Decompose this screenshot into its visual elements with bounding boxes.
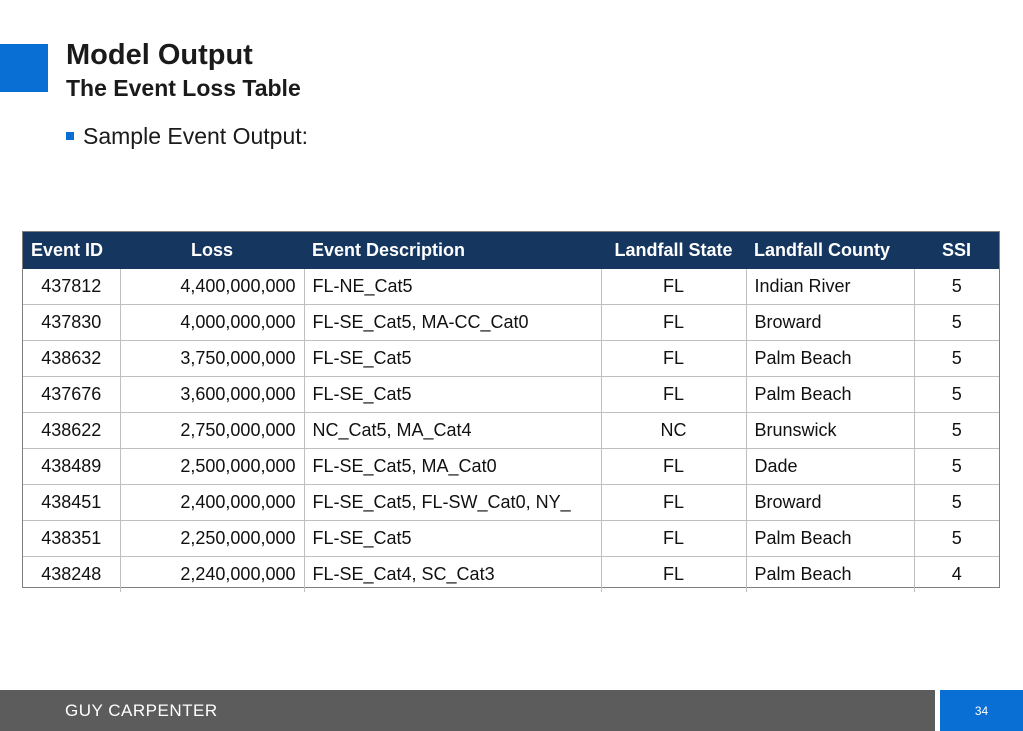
- cell-loss: 2,750,000,000: [120, 413, 304, 449]
- cell-landfall-county: Palm Beach: [746, 521, 914, 557]
- cell-ssi: 5: [914, 341, 999, 377]
- accent-square: [0, 44, 48, 92]
- cell-landfall-county: Palm Beach: [746, 557, 914, 593]
- cell-loss: 2,240,000,000: [120, 557, 304, 593]
- cell-ssi: 5: [914, 269, 999, 305]
- footer-brand: GUY CARPENTER: [65, 701, 218, 720]
- cell-loss: 2,250,000,000: [120, 521, 304, 557]
- cell-event-description: FL-SE_Cat5, FL-SW_Cat0, NY_: [304, 485, 601, 521]
- cell-event-id: 438489: [23, 449, 120, 485]
- column-header-event-id: Event ID: [31, 240, 104, 260]
- cell-event-description: FL-SE_Cat5, MA_Cat0: [304, 449, 601, 485]
- cell-loss: 2,400,000,000: [120, 485, 304, 521]
- cell-event-description: NC_Cat5, MA_Cat4: [304, 413, 601, 449]
- cell-ssi: 5: [914, 377, 999, 413]
- table-row: [23, 449, 999, 485]
- cell-landfall-county: Broward: [746, 305, 914, 341]
- cell-landfall-state: FL: [601, 557, 746, 593]
- table-row: [23, 413, 999, 449]
- footer-bar: [0, 690, 935, 731]
- column-header-event-description: Event Description: [312, 240, 466, 260]
- table-row: [23, 557, 999, 593]
- column-header-loss: Loss: [190, 240, 233, 260]
- cell-loss: 3,600,000,000: [120, 377, 304, 413]
- cell-landfall-state: FL: [601, 305, 746, 341]
- slide-title: Model Output: [66, 39, 253, 71]
- cell-event-description: FL-SE_Cat5, MA-CC_Cat0: [304, 305, 601, 341]
- cell-event-description: FL-SE_Cat5: [304, 341, 601, 377]
- cell-landfall-county: Palm Beach: [746, 377, 914, 413]
- cell-landfall-state: FL: [601, 341, 746, 377]
- cell-ssi: 5: [914, 521, 999, 557]
- cell-ssi: 5: [914, 413, 999, 449]
- cell-loss: 4,400,000,000: [120, 269, 304, 305]
- cell-event-id: 438622: [23, 413, 120, 449]
- table-row: [23, 377, 999, 413]
- cell-event-id: 438351: [23, 521, 120, 557]
- table-row: [23, 305, 999, 341]
- bullet-text: Sample Event Output:: [83, 123, 309, 149]
- cell-loss: 3,750,000,000: [120, 341, 304, 377]
- cell-landfall-county: Brunswick: [746, 413, 914, 449]
- cell-ssi: 5: [914, 305, 999, 341]
- cell-landfall-county: Indian River: [746, 269, 914, 305]
- cell-event-id: 437830: [23, 305, 120, 341]
- cell-landfall-state: FL: [601, 449, 746, 485]
- cell-landfall-state: FL: [601, 485, 746, 521]
- cell-ssi: 5: [914, 449, 999, 485]
- cell-event-id: 438248: [23, 557, 120, 593]
- cell-event-description: FL-SE_Cat4, SC_Cat3: [304, 557, 601, 593]
- cell-landfall-state: NC: [601, 413, 746, 449]
- table-row: [23, 521, 999, 557]
- cell-ssi: 4: [951, 564, 962, 584]
- table-header-row: [23, 232, 999, 269]
- cell-landfall-state: FL: [601, 377, 746, 413]
- cell-event-id: 437676: [23, 377, 120, 413]
- cell-event-description: FL-NE_Cat5: [304, 269, 601, 305]
- cell-landfall-state: FL: [601, 521, 746, 557]
- table-row: [23, 485, 999, 521]
- cell-landfall-county: Palm Beach: [746, 341, 914, 377]
- slide-subtitle: The Event Loss Table: [66, 75, 301, 101]
- column-header-landfall-state: Landfall State: [614, 240, 733, 260]
- cell-ssi: 5: [914, 485, 999, 521]
- bullet-item: [66, 122, 308, 150]
- bullet-icon: [66, 132, 74, 140]
- cell-loss: 2,500,000,000: [120, 449, 304, 485]
- event-loss-table: [22, 231, 1000, 588]
- cell-event-description: FL-SE_Cat5: [304, 377, 601, 413]
- table-row: [23, 269, 999, 305]
- cell-event-id: 438451: [23, 485, 120, 521]
- column-header-ssi: SSI: [941, 240, 971, 260]
- cell-landfall-state: FL: [601, 269, 746, 305]
- cell-landfall-county: Broward: [746, 485, 914, 521]
- cell-loss: 4,000,000,000: [120, 305, 304, 341]
- cell-event-id: 438632: [23, 341, 120, 377]
- cell-event-description: FL-SE_Cat5: [304, 521, 601, 557]
- page-number: 34: [940, 690, 1023, 731]
- cell-landfall-county: Dade: [746, 449, 914, 485]
- cell-event-id: 437812: [23, 269, 120, 305]
- table-row: [23, 341, 999, 377]
- column-header-landfall-county: Landfall County: [754, 240, 890, 260]
